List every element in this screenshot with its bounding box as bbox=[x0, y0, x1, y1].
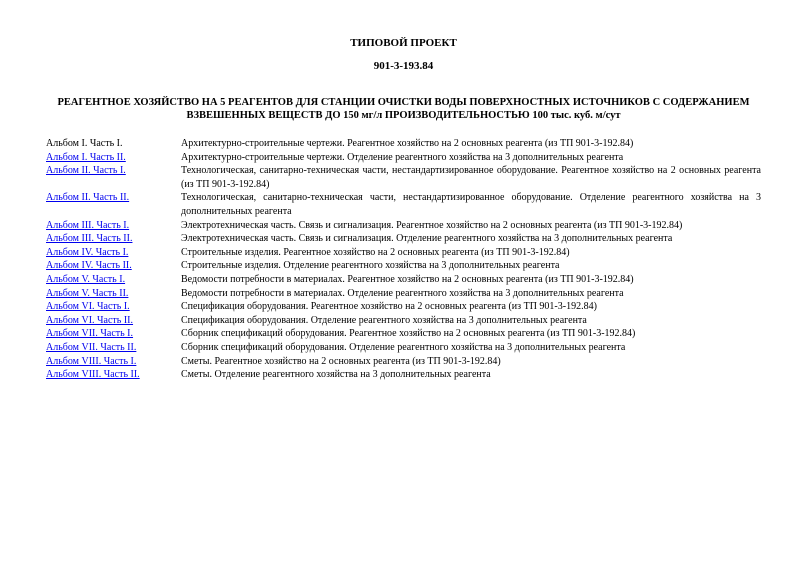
album-description: Сметы. Отделение реагентного хозяйства на 3 дополнительных реагента bbox=[181, 369, 491, 381]
album-link[interactable]: Альбом II. Часть I. bbox=[46, 165, 126, 177]
album-description: Электротехническая часть. Связь и сигнализация. Реагентное хозяйство на 2 основных реагента (из ТП 901-3-192.84) bbox=[181, 219, 683, 231]
album-row bbox=[46, 300, 761, 314]
album-row bbox=[46, 355, 761, 369]
album-description: Ведомости потребности в материалах. Реагентное хозяйство на 2 основных реагента (из ТП 901-3-192.84) bbox=[181, 273, 634, 285]
album-row bbox=[46, 368, 761, 382]
album-link[interactable]: Альбом VII. Часть I. bbox=[46, 328, 134, 340]
album-description: Архитектурно-строительные чертежи. Отделение реагентного хозяйства на 3 дополнительных реагента bbox=[181, 151, 624, 163]
document-heading: РЕАГЕНТНОЕ ХОЗЯЙСТВО НА 5 РЕАГЕНТОВ ДЛЯ СТАНЦИИ ОЧИСТКИ ВОДЫ ПОВЕРХНОСТНЫХ ИСТОЧНИКОВ С СОДЕРЖАНИЕМ ВЗВЕШЕННЫХ ВЕЩЕСТВ ДО 150 мг/л ПРОИЗВОДИТЕЛЬНОСТЬЮ 100 тыс. куб. м/сут bbox=[57, 97, 750, 121]
album-row bbox=[46, 232, 761, 246]
album-link[interactable]: Альбом V. Часть II. bbox=[46, 287, 129, 299]
album-row bbox=[46, 151, 761, 165]
album-row bbox=[46, 327, 761, 341]
album-link[interactable]: Альбом VI. Часть I. bbox=[46, 301, 130, 313]
album-description: Спецификация оборудования. Реагентное хозяйство на 2 основных реагента (из ТП 901-3-192.84) bbox=[181, 301, 597, 313]
album-label: Альбом I. Часть I. bbox=[46, 138, 123, 149]
album-link[interactable]: Альбом III. Часть I. bbox=[46, 219, 130, 231]
album-row bbox=[46, 137, 761, 151]
album-link[interactable]: Альбом IV. Часть I. bbox=[46, 246, 129, 258]
album-link[interactable]: Альбом III. Часть II. bbox=[46, 233, 133, 245]
album-link[interactable]: Альбом VI. Часть II. bbox=[46, 314, 134, 326]
album-link[interactable]: Альбом IV. Часть II. bbox=[46, 260, 132, 272]
album-description: Спецификация оборудования. Отделение реагентного хозяйства на 3 дополнительных реагента bbox=[181, 314, 587, 326]
album-row bbox=[46, 191, 761, 218]
album-row bbox=[46, 314, 761, 328]
album-description: Технологическая, санитарно-техническая части, нестандартизированное оборудование. Отделение реагентного хозяйства на 3 дополнительных реагента bbox=[181, 192, 761, 217]
album-link[interactable]: Альбом II. Часть II. bbox=[46, 192, 130, 204]
album-description: Строительные изделия. Реагентное хозяйство на 2 основных реагента (из ТП 901-3-192.84) bbox=[181, 246, 570, 258]
album-description: Сборник спецификаций оборудования. Отделение реагентного хозяйства на 3 дополнительных реагента bbox=[181, 341, 626, 353]
album-row bbox=[46, 246, 761, 260]
album-description: Архитектурно-строительные чертежи. Реагентное хозяйство на 2 основных реагента (из ТП 901-3-192.84) bbox=[181, 138, 634, 149]
document-type-title: ТИПОВОЙ ПРОЕКТ bbox=[350, 37, 457, 49]
album-row bbox=[46, 287, 761, 301]
album-description: Ведомости потребности в материалах. Отделение реагентного хозяйства на 3 дополнительных реагента bbox=[181, 287, 624, 299]
album-description: Технологическая, санитарно-техническая части, нестандартизированное оборудование. Реагентное хозяйство на 2 основных реагента (из ТП 901-3-192.84) bbox=[181, 165, 761, 190]
album-list bbox=[46, 137, 761, 382]
album-link[interactable]: Альбом V. Часть I. bbox=[46, 273, 126, 285]
album-row bbox=[46, 164, 761, 191]
document-number: 901-3-193.84 bbox=[373, 60, 434, 72]
album-description: Строительные изделия. Отделение реагентного хозяйства на 3 дополнительных реагента bbox=[181, 260, 560, 272]
album-link[interactable]: Альбом I. Часть II. bbox=[46, 151, 126, 163]
album-row bbox=[46, 341, 761, 355]
album-row bbox=[46, 273, 761, 287]
album-description: Сборник спецификаций оборудования. Реагентное хозяйство на 2 основных реагента (из ТП 901-3-192.84) bbox=[181, 328, 636, 340]
album-row bbox=[46, 259, 761, 273]
album-link[interactable]: Альбом VII. Часть II. bbox=[46, 341, 137, 353]
album-description: Сметы. Реагентное хозяйство на 2 основных реагента (из ТП 901-3-192.84) bbox=[181, 355, 501, 367]
album-link[interactable]: Альбом VIII. Часть I. bbox=[46, 355, 137, 367]
album-link[interactable]: Альбом VIII. Часть II. bbox=[46, 369, 140, 381]
album-row bbox=[46, 219, 761, 233]
album-description: Электротехническая часть. Связь и сигнализация. Отделение реагентного хозяйства на 3 дополнительных реагента bbox=[181, 233, 673, 245]
